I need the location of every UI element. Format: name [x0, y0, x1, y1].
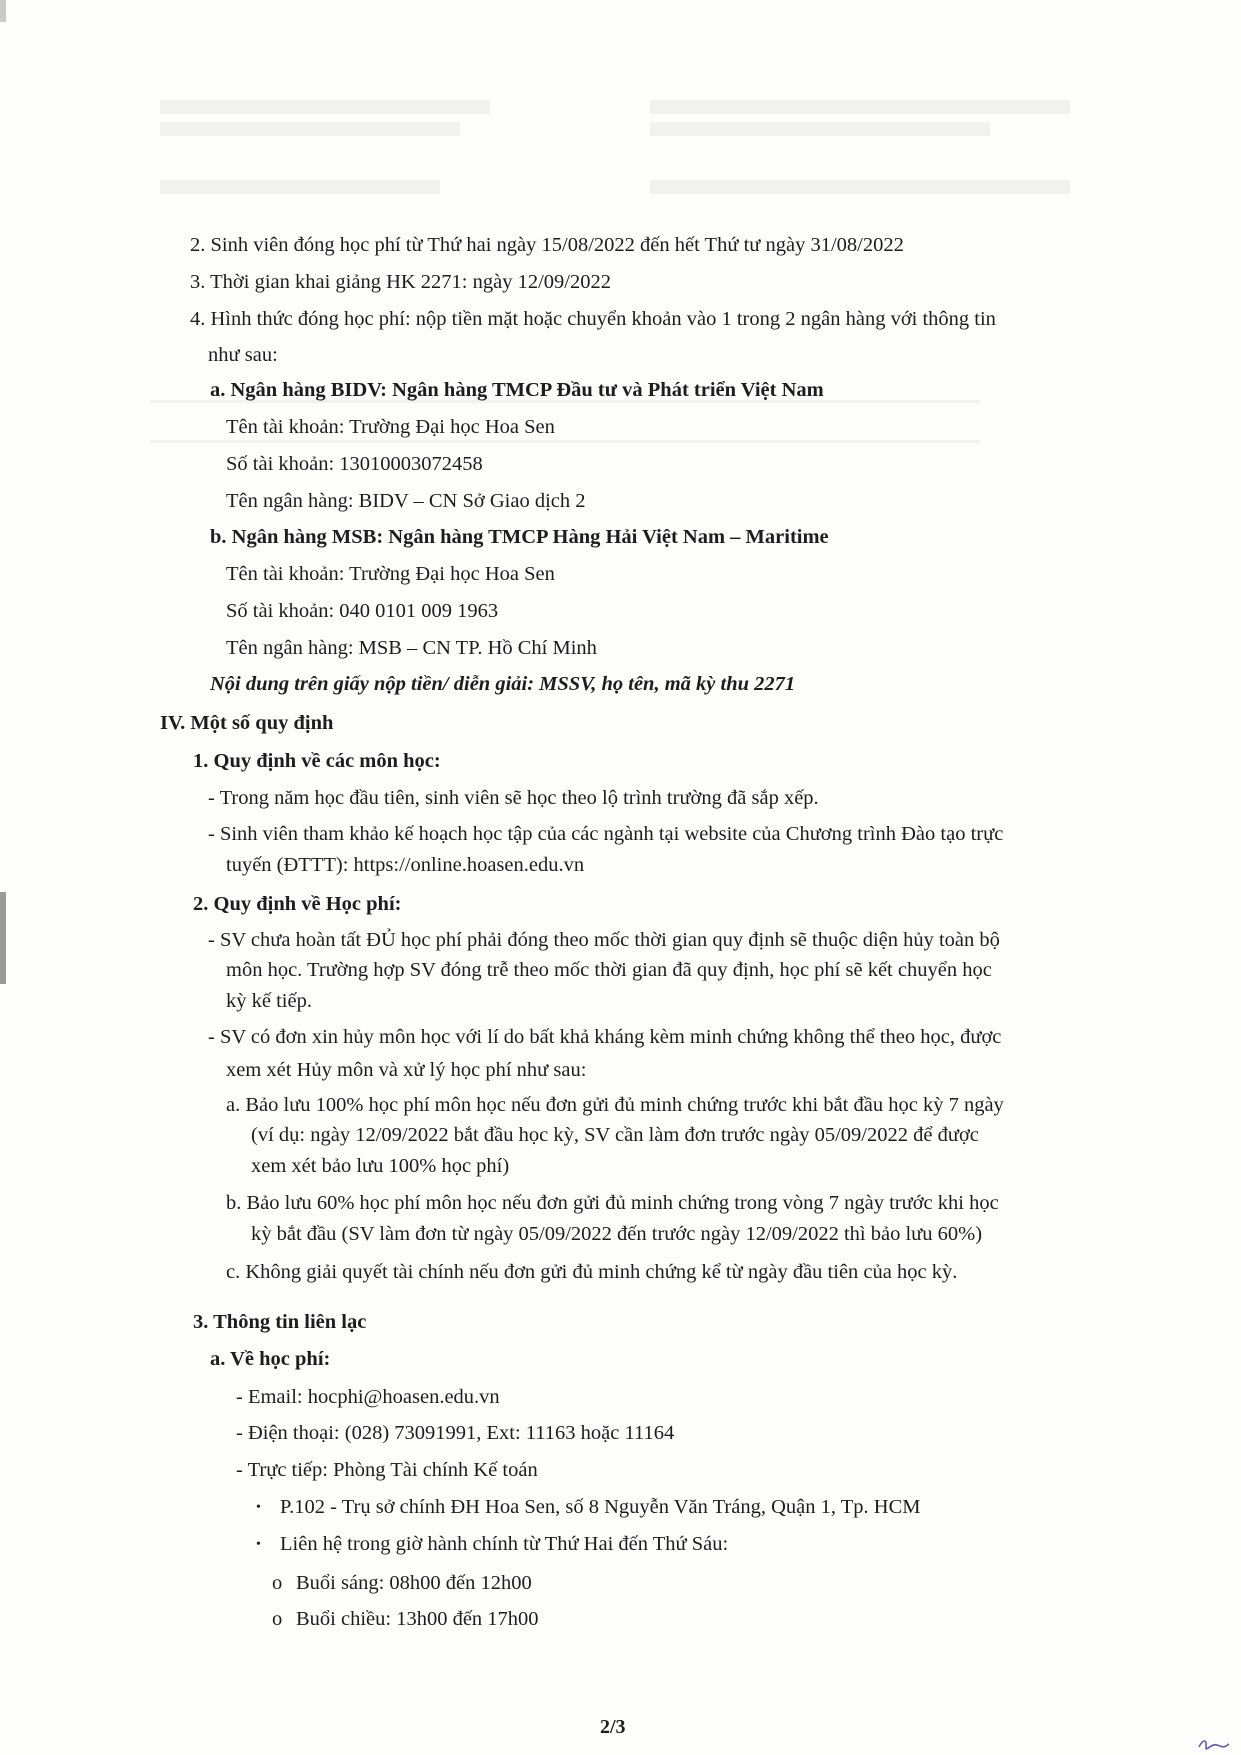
- subheading: 3. Thông tin liên lạc: [193, 1311, 367, 1333]
- handwritten-initial-mark: [1195, 1735, 1235, 1755]
- text-line: kỳ kế tiếp.: [226, 990, 312, 1012]
- subheading: a. Về học phí:: [210, 1348, 331, 1370]
- subheading: 1. Quy định về các môn học:: [193, 750, 441, 772]
- text-line: Tên ngân hàng: MSB – CN TP. Hồ Chí Minh: [226, 637, 597, 659]
- text-line: 4. Hình thức đóng học phí: nộp tiền mặt hoặc chuyển khoản vào 1 trong 2 ngân hàng với thông tin: [190, 308, 996, 330]
- payment-note: Nội dung trên giấy nộp tiền/ diễn giải: MSSV, họ tên, mã kỳ thu 2271: [210, 673, 796, 695]
- bullet-icon: •: [256, 1537, 261, 1552]
- text-line: 2. Sinh viên đóng học phí từ Thứ hai ngày 15/08/2022 đến hết Thứ tư ngày 31/08/2022: [190, 234, 904, 256]
- hours-text: Liên hệ trong giờ hành chính từ Thứ Hai đến Thứ Sáu:: [280, 1533, 729, 1555]
- bullet-icon: •: [256, 1500, 261, 1515]
- hours-morning: Buổi sáng: 08h00 đến 12h00: [296, 1572, 532, 1594]
- text-line: - Sinh viên tham khảo kế hoạch học tập của các ngành tại website của Chương trình Đào tạo trực: [208, 823, 1004, 845]
- subheading: 2. Quy định về Học phí:: [193, 893, 402, 915]
- scan-edge-mark: [0, 892, 6, 984]
- hours-afternoon: Buổi chiều: 13h00 đến 17h00: [296, 1608, 539, 1630]
- text-line: như sau:: [208, 344, 278, 366]
- contact-email: - Email: hocphi@hoasen.edu.vn: [236, 1386, 500, 1408]
- text-line: Số tài khoản: 040 0101 009 1963: [226, 600, 499, 622]
- text-line: môn học. Trường hợp SV đóng trễ theo mốc thời gian đã quy định, học phí sẽ kết chuyển học: [226, 959, 992, 981]
- subheading: b. Ngân hàng MSB: Ngân hàng TMCP Hàng Hải Việt Nam – Maritime: [210, 526, 829, 548]
- text-line: b. Bảo lưu 60% học phí môn học nếu đơn gửi đủ minh chứng trong vòng 7 ngày trước khi học: [226, 1192, 999, 1214]
- list-item: [256, 1531, 728, 1558]
- text-line: xem xét bảo lưu 100% học phí): [251, 1155, 510, 1177]
- list-item: [272, 1606, 539, 1632]
- text-line: - SV chưa hoàn tất ĐỦ học phí phải đóng theo mốc thời gian quy định sẽ thuộc diện hủy toàn bộ: [208, 929, 1000, 951]
- text-line: xem xét Hủy môn và xử lý học phí như sau:: [226, 1059, 587, 1081]
- text-line: - Trực tiếp: Phòng Tài chính Kế toán: [236, 1459, 538, 1481]
- text-line: a. Bảo lưu 100% học phí môn học nếu đơn gửi đủ minh chứng trước khi bắt đầu học kỳ 7 ngày: [226, 1094, 1004, 1116]
- circle-bullet-icon: o: [272, 1572, 283, 1594]
- text-line: tuyến (ĐTTT): https://online.hoasen.edu.vn: [226, 854, 585, 876]
- text-line: kỳ bắt đầu (SV làm đơn từ ngày 05/09/2022 đến trước ngày 12/09/2022 thì bảo lưu 60%): [251, 1223, 983, 1245]
- text-line: Tên ngân hàng: BIDV – CN Sở Giao dịch 2: [226, 490, 586, 512]
- address-text: P.102 - Trụ sở chính ĐH Hoa Sen, số 8 Nguyễn Văn Tráng, Quận 1, Tp. HCM: [280, 1496, 921, 1518]
- text-line: Số tài khoản: 13010003072458: [226, 453, 483, 475]
- list-item: [272, 1570, 532, 1596]
- subheading: a. Ngân hàng BIDV: Ngân hàng TMCP Đầu tư và Phát triển Việt Nam: [210, 379, 824, 401]
- contact-phone: - Điện thoại: (028) 73091991, Ext: 11163 hoặc 11164: [236, 1422, 675, 1444]
- section-heading: IV. Một số quy định: [160, 712, 334, 734]
- list-item: [256, 1494, 921, 1521]
- text-line: - Trong năm học đầu tiên, sinh viên sẽ học theo lộ trình trường đã sắp xếp.: [208, 787, 819, 809]
- scan-edge-mark: [0, 0, 6, 22]
- text-line: c. Không giải quyết tài chính nếu đơn gửi đủ minh chứng kể từ ngày đầu tiên của học kỳ.: [226, 1261, 958, 1283]
- text-line: (ví dụ: ngày 12/09/2022 bắt đầu học kỳ, SV cần làm đơn trước ngày 05/09/2022 để được: [251, 1124, 979, 1146]
- circle-bullet-icon: o: [272, 1608, 283, 1630]
- text-line: - SV có đơn xin hủy môn học với lí do bất khả kháng kèm minh chứng không thể theo học, được: [208, 1026, 1002, 1048]
- text-line: Tên tài khoản: Trường Đại học Hoa Sen: [226, 563, 555, 585]
- page-number: 2/3: [600, 1716, 626, 1738]
- text-line: 3. Thời gian khai giảng HK 2271: ngày 12/09/2022: [190, 271, 611, 293]
- text-line: Tên tài khoản: Trường Đại học Hoa Sen: [226, 416, 555, 438]
